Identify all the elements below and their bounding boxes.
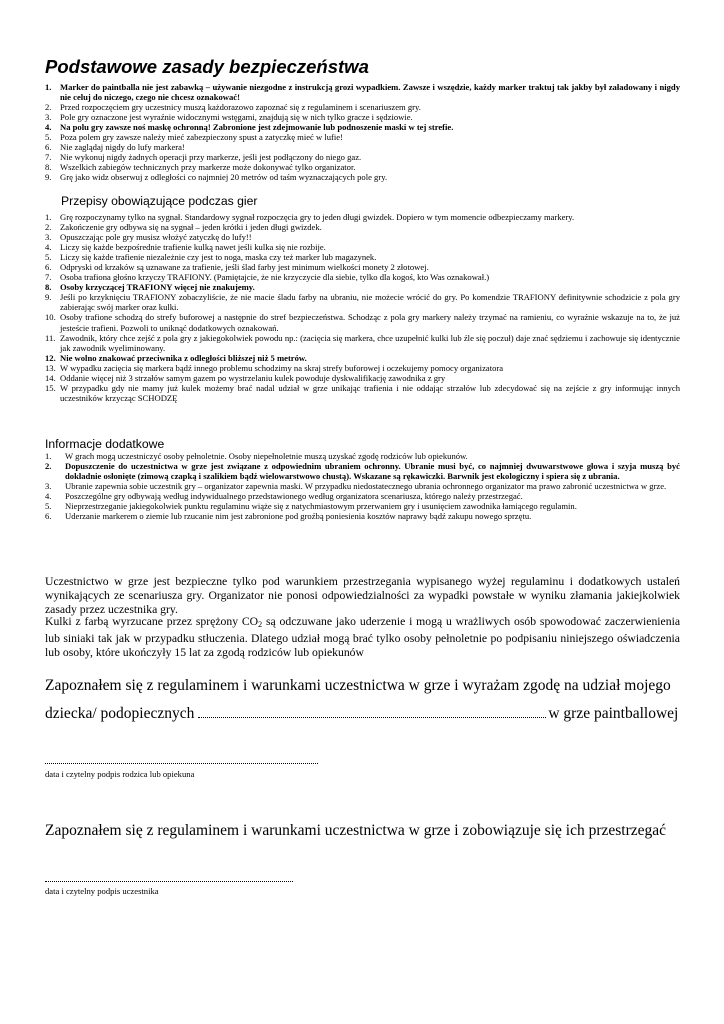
participant-signature-label: data i czytelny podpis uczestnika [45, 886, 159, 896]
list-item: 6. Odpryski od krzaków są uznawane za trafienie, jeśli ślad farby jest minimum wielkości monety 2 złotowej. [45, 262, 429, 273]
list-item: 5. Liczy się każde trafienie niezależnie czy jest to noga, maska czy też marker lub magazynek. [45, 252, 377, 263]
list-item: 14. Oddanie więcej niż 3 strzałów samym gazem po wystrzelaniu kulek powoduje dyskwalifikację zawodnika z gry [45, 372, 446, 383]
list-item: 6. Uderzanie markerem o ziemie lub rzucanie nim jest zabronione pod groźbą poniesienia kosztów naprawy bądź zakupu nowego sprzętu. [45, 511, 532, 522]
list-item: 5. Nieprzestrzeganie jakiegokolwiek punktu regulaminu wiąże się z natychmiastowym przerwaniem gry i usunięciem zawodnika łamiącego regulamin. [45, 501, 577, 512]
participant-signature-line[interactable] [45, 881, 293, 882]
list-item: 5. Poza polem gry zawsze należy mieć zabezpieczony spust a zatyczkę mieć w lufie! [45, 132, 343, 143]
parent-signature-line[interactable] [45, 763, 318, 764]
list-item: 2. Przed rozpoczęciem gry uczestnicy muszą każdorazowo zapoznać się z regulaminem i scenariuszem gry. [45, 102, 421, 113]
list-item: 2. Zakończenie gry odbywa się na sygnał – jeden krótki i jeden długi gwizdek. [45, 222, 322, 233]
list-item: 6. Nie zaglądaj nigdy do lufy markera! [45, 142, 185, 153]
additional-info-heading: Informacje dodatkowe [45, 437, 165, 451]
participation-paragraph: Uczestnictwo w grze jest bezpieczne tylko pod warunkiem przestrzegania wypisanego wyżej regulaminu i dodatkowych ustaleń wynikających ze scenariusza gry. Organizator nie ponosi odpowiedzialności za wypadki powstałe w wyniku złamania jakiejkolwiek zasady przez uczestnika gry. [45, 575, 680, 617]
game-rules-heading: Przepisy obowiązujące podczas gier [61, 194, 258, 208]
list-item: 4. Liczy się każde bezpośrednie trafienie kulką nawet jeśli kulka się nie rozbije. [45, 242, 326, 253]
list-item: 10. Osoby trafione schodzą do strefy buforowej a następnie do stref bezpieczeństwa. Schodząc z pola gry markery należy trzymać na ramieniu, co wyraźnie wskazuje na to, że już jesteście trafieni. Pozwoli to uniknąć dodatkowych oznakowań. [45, 312, 680, 333]
list-item: 7. Osoba trafiona głośno krzyczy TRAFIONY. (Pamiętajcie, że nie krzyczycie dla siebie, tylko dla kogoś, kto Was oznakował.) [45, 272, 490, 283]
game-rules-list [45, 212, 680, 403]
list-item: 12. Nie wolno znakować przeciwnika z odległości bliższej niż 5 metrów. [45, 352, 307, 363]
list-item: 8. Wszelkich zabiegów technicznych przy markerze może dokonywać tylko organizator. [45, 162, 356, 173]
list-item: 7. Nie wykonuj nigdy żadnych operacji przy markerze, jeśli jest podłączony do niego gaz. [45, 152, 362, 163]
parent-signature-label: data i czytelny podpis rodzica lub opiekuna [45, 769, 195, 779]
list-item: 3. Ubranie zapewnia sobie uczestnik gry – organizator zapewnia maski. W przypadku niedostatecznego ubrania ochronnego organizator ma prawo zabronić uczestnictwa w grze. [45, 481, 667, 492]
list-item: 4. Poszczególne gry odbywają według indywidualnego przedstawionego według organizatora scenariusza, którego należy przestrzegać. [45, 491, 523, 502]
list-item: 9. Grę jako widz obserwuj z odległości co najmniej 20 metrów od taśm wyznaczających pole gry. [45, 172, 388, 183]
safety-rules-list [45, 82, 680, 182]
list-item: 4. Na polu gry zawsze noś maskę ochronną! Zabronione jest zdejmowanie lub podnoszenie maski w tej strefie. [45, 122, 454, 133]
page-title: Podstawowe zasady bezpieczeństwa [45, 56, 369, 77]
list-item: 1. W grach mogą uczestniczyć osoby pełnoletnie. Osoby niepełnoletnie muszą uzyskać zgodę rodziców lub opiekunów. [45, 451, 468, 461]
parent-declaration-line2: dziecka/ podopiecznych w grze paintballowej [45, 705, 679, 722]
participant-declaration: Zapoznałem się z regulaminem i warunkami uczestnictwa w grze i zobowiązuje się ich przestrzegać [45, 822, 667, 839]
list-item: 8. Osoby krzyczącej TRAFIONY więcej nie znakujemy. [45, 282, 255, 293]
list-item: 11. Zawodnik, który chce zejść z pola gry z jakiegokolwiek powodu np.: (zacięcia się markera, chce uzupełnić kulki lub źle się poczuł) daje znać sędziemu i zachowuje się identycznie jak zawodnik wyeliminowany. [45, 332, 680, 353]
list-item: 3. Pole gry oznaczone jest wyraźnie widocznymi wstęgami, znajdują się w nich tylko gracze i sędziowie. [45, 112, 413, 123]
list-item: 1. Grę rozpoczynamy tylko na sygnał. Standardowy sygnał rozpoczęcia gry to jeden długi gwizdek. Dopiero w tym momencie odbezpieczamy markery. [45, 212, 575, 222]
list-item: 9. Jeśli po krzyknięciu TRAFIONY zobaczyliście, że nie macie śladu farby na ubraniu, nie możecie wrócić do gry. Po komendzie TRAFIONY definitywnie schodzicie z pola gry zabierając swój marker oraz kulki. [45, 292, 680, 313]
parent-declaration-line1: Zapoznałem się z regulaminem i warunkami uczestnictwa w grze i wyrażam zgodę na udział mojego [45, 677, 671, 694]
list-item: 3. Opuszczając pole gry musisz włożyć zatyczkę do lufy!! [45, 232, 252, 243]
list-item: 13. W wypadku zacięcia się markera bądź innego problemu schodzimy na skraj strefy buforowej i oczekujemy pomocy organizatora [45, 362, 504, 373]
co2-paragraph: Kulki z farbą wyrzucane przez sprężony $CO_2$ są odczuwane jako uderzenie i mogą u wrażliwych osób spowodować zaczerwienienia lub siniaki tak jak w przypadku stłuczenia. Dlatego udział mogą brać tylko osoby pełnoletnie po podpisaniu niniejszego oświadczenia lub osoby, które ukończyły 15 lat za zgodą rodziców lub opiekunów [45, 615, 681, 660]
list-item: 15. W przypadku gdy nie mamy już kulek możemy brać nadal udział w grze unikając trafienia i nie oddając strzałów lub zdecydować się na zejście z gry informując innych uczestników krzycząc SCHODZĘ [45, 382, 680, 403]
list-item: 2. Dopuszczenie do uczestnictwa w grze jest związane z odpowiednim ubraniem ochronny. Ubranie musi być, co najmniej dwuwarstwowe głowa i szyja muszą być dokładnie osłonięte (zimową czapką i szalikiem bądź wielowarstwowo chustą). Wskazane są rękawiczki. Barwnik jest ekologiczny i spiera się z ubrania. [45, 461, 680, 482]
list-item: 1. Marker do paintballa nie jest zabawką – używanie niezgodne z instrukcją grozi wypadkiem. Zawsze i wszędzie, każdy marker traktuj tak jakby był załadowany i nigdy nie celuj do niczego, czego nie chcesz oznakować! [45, 82, 680, 103]
child-name-field[interactable] [198, 703, 546, 718]
additional-info-list [45, 451, 680, 521]
